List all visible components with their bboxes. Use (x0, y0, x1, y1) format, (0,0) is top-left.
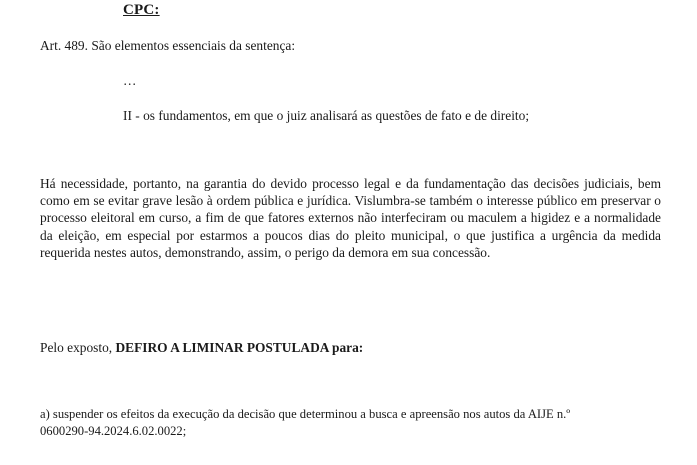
ruling-prefix: Pelo exposto, (40, 340, 116, 355)
reasoning-paragraph: Há necessidade, portanto, na garantia do devido processo legal e da fundamentação das decisões judiciais, bem como em se evitar grave lesão à ordem pública e jurídica. Vislumbra-se também o interesse público em preservar o processo eleitoral em curso, a fim de que fatores externos não interfeciram ou maculem a higidez e a normalidade da eleição, em especial por estarmos a poucos dias do pleito municipal, o que justifica a urgência da medida requerida nestes autos, demonstrando, assim, o perigo da demora em sua concessão. (40, 176, 661, 260)
item-a-line-2: 0600290-94.2024.6.02.0022; (40, 424, 187, 438)
ruling-emphasis: DEFIRO A LIMINAR POSTULADA para: (115, 340, 364, 355)
article-489-text: Art. 489. São elementos essenciais da sentença: (40, 38, 296, 53)
item-a-line-1: a) suspender os efeitos da execução da decisão que determinou a busca e apreensão nos autos da AIJE n.º (40, 407, 571, 421)
ellipsis: … (123, 73, 137, 88)
cpc-heading: CPC: (123, 2, 160, 18)
item-ii-text: II - os fundamentos, em que o juiz analisará as questões de fato e de direito; (123, 108, 530, 123)
ruling-line (40, 339, 363, 356)
